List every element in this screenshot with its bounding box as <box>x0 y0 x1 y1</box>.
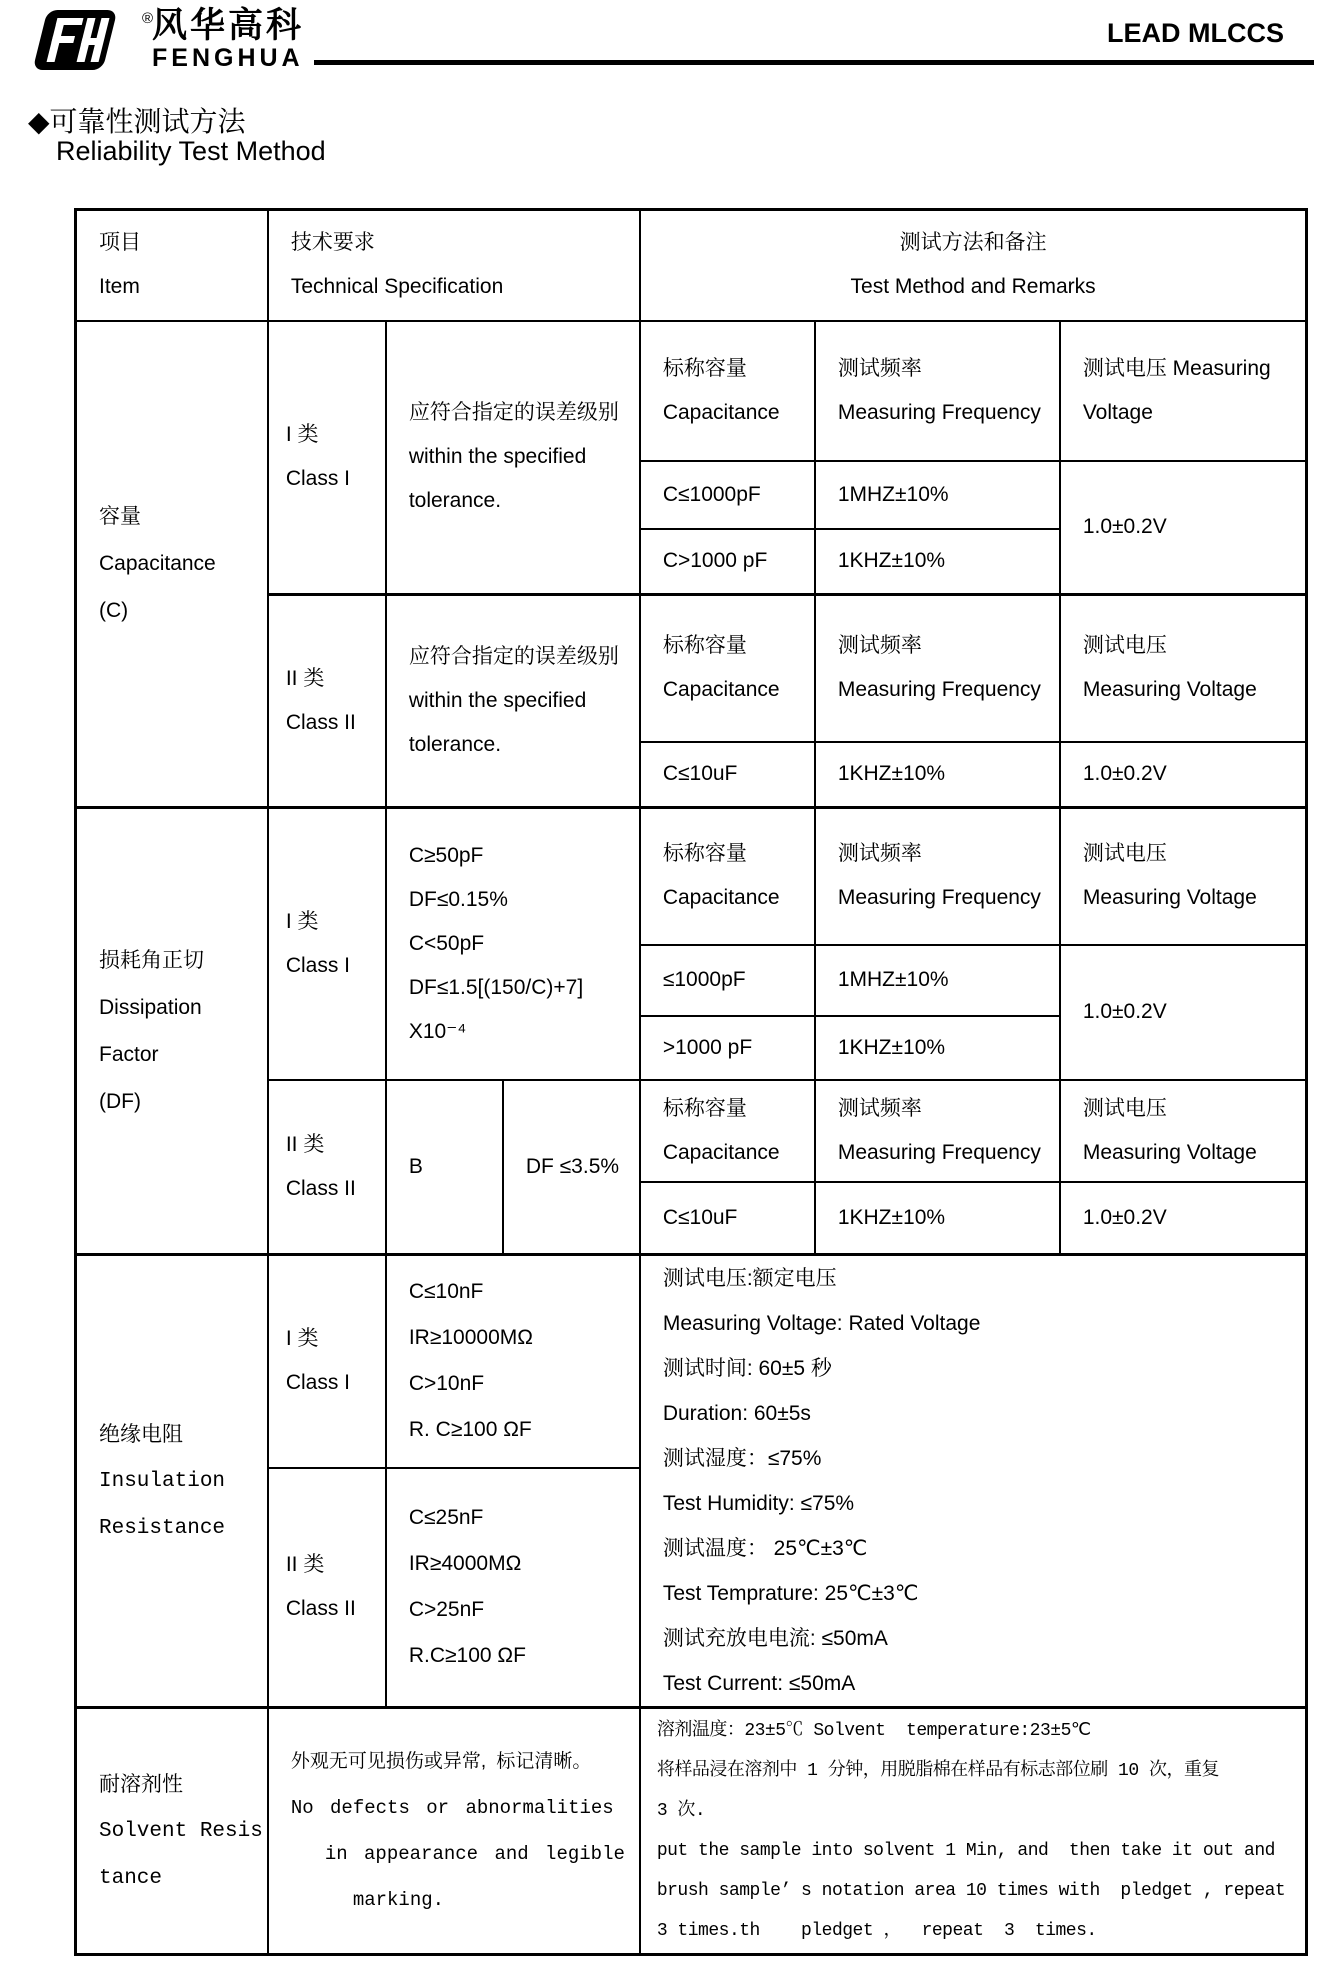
freq-value-cell: 1KHZ±10% <box>815 1182 1060 1255</box>
header-method-cell <box>640 210 1307 321</box>
cap-item-symbol: (C) <box>99 599 129 623</box>
remark-line: 3 次. <box>656 1801 706 1821</box>
subheader-cn: 测试电压 Measuring <box>1082 356 1271 380</box>
spec-line: marking. <box>352 1889 445 1911</box>
section-title-cn: ◆可靠性测试方法 <box>28 106 246 137</box>
df-class1-freqh-cell <box>815 808 1060 945</box>
df-class2-b-cell: B <box>386 1080 503 1255</box>
solvent-item-en: tance <box>99 1866 163 1890</box>
freq-value-cell: 1MHZ±10% <box>815 945 1060 1016</box>
volt-value-cell: 1.0±0.2V <box>1060 945 1307 1080</box>
df-class1-spec-cell <box>386 808 640 1080</box>
cap-class2-en: Class II <box>285 711 356 734</box>
volt-value-cell: 1.0±0.2V <box>1060 1182 1307 1255</box>
df-class2-freqh-cell <box>815 1080 1060 1182</box>
remark-line: 将样品浸在溶剂中 1 分钟，用脱脂棉在样品有标志部位刷 10 次，重复 <box>656 1761 1219 1781</box>
spec-line: IR≥4000MΩ <box>408 1552 522 1576</box>
subheader-en: Voltage <box>1082 400 1153 424</box>
subheader-cn: 标称容量 <box>662 1096 747 1120</box>
freq-value-cell: 1MHZ±10% <box>815 461 1060 529</box>
ir-item-en: Insulation <box>99 1469 226 1493</box>
subheader-en: Measuring Frequency <box>837 400 1041 424</box>
header-method-en: Test Method and Remarks <box>850 275 1096 299</box>
remark-line: 测试充放电电流: ≤50mA <box>662 1627 888 1650</box>
spec-line: No defects or abnormalities <box>290 1797 614 1819</box>
subheader-cn: 测试频率 <box>837 634 922 658</box>
remark-line: Test Humidity: ≤75% <box>662 1492 855 1515</box>
cap-class1-cn: I 类 <box>285 423 319 447</box>
cap-class2-cn: II 类 <box>285 667 325 690</box>
ir-class1-en: Class I <box>285 1371 351 1395</box>
df-class2-cn: II 类 <box>285 1132 325 1156</box>
df-item-en: Factor <box>99 1043 159 1066</box>
solvent-spec-cell <box>268 1708 640 1955</box>
remark-line: 测试时间: 60±5 秒 <box>662 1357 832 1380</box>
subheader-cn: 测试电压 <box>1082 634 1167 658</box>
df-class1-en: Class I <box>285 953 351 977</box>
df-item-symbol: (DF) <box>99 1090 141 1113</box>
ir-class2-cn: II 类 <box>285 1553 325 1577</box>
cap-item-cell <box>76 321 268 808</box>
brand-text <box>152 8 304 72</box>
remark-line: Test Current: ≤50mA <box>662 1672 856 1695</box>
remark-line: 测试电压:额定电压 <box>662 1267 837 1290</box>
cap-class2-label-cell <box>268 595 386 808</box>
cap-value-cell: C≤10uF <box>640 1182 815 1255</box>
spec-line: DF≤1.5[(150/C)+7] <box>408 975 584 999</box>
subheader-cn: 标称容量 <box>662 634 747 658</box>
spec-line: C>10nF <box>408 1372 485 1396</box>
document-series-title: LEAD MLCCS <box>1107 18 1284 48</box>
ir-class1-spec-cell <box>386 1255 640 1468</box>
ir-remarks-cell <box>640 1255 1307 1708</box>
header-spec-cell <box>268 210 640 321</box>
brand-name-cn: 风华高科 <box>152 6 305 45</box>
spec-line: tolerance. <box>408 489 502 513</box>
ir-class1-cn: I 类 <box>285 1327 319 1351</box>
spec-line: C<50pF <box>408 931 485 955</box>
reliability-test-table <box>74 208 1308 1956</box>
registered-mark: ® <box>142 10 154 27</box>
df-class1-cn: I 类 <box>285 909 319 933</box>
df-item-cell <box>76 808 268 1255</box>
remark-line: 测试湿度：≤75% <box>662 1447 822 1470</box>
spec-line: in appearance and legible <box>324 1843 625 1865</box>
spec-line: IR≥10000MΩ <box>408 1326 533 1350</box>
subheader-en: Measuring Voltage <box>1082 1140 1257 1164</box>
spec-line: within the specified <box>408 689 587 712</box>
subheader-cn: 测试电压 <box>1082 1096 1167 1120</box>
header-spec-en: Technical Specification <box>290 275 504 299</box>
df-class1-label-cell <box>268 808 386 1080</box>
df-class1-volth-cell <box>1060 808 1307 945</box>
df-class1-caph-cell <box>640 808 815 945</box>
cap-class1-en: Class I <box>285 467 351 491</box>
cap-class1-freqh-cell <box>815 321 1060 461</box>
df-class2-volth-cell <box>1060 1080 1307 1182</box>
spec-line: C≤25nF <box>408 1506 484 1530</box>
subheader-cn: 测试电压 <box>1082 842 1167 866</box>
freq-value-cell: 1KHZ±10% <box>815 742 1060 808</box>
cap-class1-spec-cell <box>386 321 640 595</box>
cap-value-cell: C≤10uF <box>640 742 815 808</box>
df-item-cn: 损耗角正切 <box>99 949 204 972</box>
subheader-en: Capacitance <box>662 1140 780 1164</box>
spec-line: X10⁻⁴ <box>408 1019 467 1043</box>
df-item-en: Dissipation <box>99 996 202 1019</box>
header-item-en: Item <box>99 275 140 299</box>
cap-class1-label-cell <box>268 321 386 595</box>
section-title-en: Reliability Test Method <box>56 136 326 166</box>
subheader-en: Measuring Voltage <box>1082 886 1257 910</box>
ir-item-cell <box>76 1255 268 1708</box>
fenghua-logo-icon <box>30 8 154 72</box>
header-item-cn: 项目 <box>99 231 141 255</box>
remark-line: Test Temprature: 25℃±3℃ <box>662 1582 919 1605</box>
volt-value-cell: 1.0±0.2V <box>1060 461 1307 595</box>
spec-line: C≤10nF <box>408 1280 484 1304</box>
ir-item-cn: 绝缘电阻 <box>99 1422 183 1446</box>
spec-line: C>25nF <box>408 1598 485 1622</box>
subheader-en: Measuring Voltage <box>1082 678 1257 702</box>
remark-line: brush sample’ s notation area 10 times with pledget , repeat <box>656 1881 1286 1901</box>
ir-item-en: Resistance <box>99 1516 226 1540</box>
remark-line: 溶剂温度：23±5℃ Solvent temperature:23±5℃ <box>656 1721 1091 1741</box>
spec-line: tolerance. <box>408 733 502 756</box>
solvent-item-cell <box>76 1708 268 1955</box>
remark-line: Measuring Voltage: Rated Voltage <box>662 1312 981 1335</box>
subheader-en: Measuring Frequency <box>837 678 1041 702</box>
spec-line: R. C≥100 ΩF <box>408 1418 532 1442</box>
spec-line: DF≤0.15% <box>408 887 508 911</box>
header-item-cell <box>76 210 268 321</box>
spec-line: 应符合指定的误差级别 <box>408 401 619 425</box>
table-header-row <box>76 210 1307 321</box>
cap-class2-freqh-cell <box>815 595 1060 742</box>
subheader-cn: 测试频率 <box>837 1096 922 1120</box>
subheader-en: Capacitance <box>662 400 780 424</box>
header-rule <box>314 60 1314 65</box>
cap-class1-subheader-row <box>76 321 1307 461</box>
cap-class2-spec-cell <box>386 595 640 808</box>
ir-class1-row <box>76 1255 1307 1468</box>
header-method-cn: 测试方法和备注 <box>899 231 1047 255</box>
header-spec-cn: 技术要求 <box>290 231 375 255</box>
df-class2-label-cell <box>268 1080 386 1255</box>
freq-value-cell: 1KHZ±10% <box>815 1016 1060 1080</box>
cap-item-cn: 容量 <box>99 505 141 529</box>
spec-line: 应符合指定的误差级别 <box>408 645 619 668</box>
cap-class1-caph-cell <box>640 321 815 461</box>
remark-line: 测试温度： 25℃±3℃ <box>662 1537 868 1560</box>
subheader-en: Capacitance <box>662 886 780 910</box>
volt-value-cell: 1.0±0.2V <box>1060 742 1307 808</box>
logo-glyph <box>30 8 118 72</box>
df-class1-subheader-row <box>76 808 1307 945</box>
cap-value-cell: C>1000 pF <box>640 529 815 595</box>
subheader-cn: 标称容量 <box>662 842 747 866</box>
solvent-item-cn: 耐溶剂性 <box>99 1772 183 1796</box>
brand-logo <box>30 8 304 72</box>
brand-name-en: FENGHUA <box>152 44 304 72</box>
spec-line: C≥50pF <box>408 843 484 867</box>
subheader-cn: 测试频率 <box>837 356 922 380</box>
solvent-item-en: Solvent Resis <box>99 1819 263 1843</box>
df-class2-caph-cell <box>640 1080 815 1182</box>
solvent-row <box>76 1708 1307 1955</box>
solvent-remarks-cell <box>640 1708 1307 1955</box>
remark-line: 3 times.th pledget ， repeat 3 times. <box>656 1921 1097 1941</box>
ir-class2-label-cell <box>268 1468 386 1708</box>
cap-item-en: Capacitance <box>99 552 216 576</box>
cap-value-cell: >1000 pF <box>640 1016 815 1080</box>
spec-line: R.C≥100 ΩF <box>408 1644 526 1668</box>
cap-class1-volth-cell <box>1060 321 1307 461</box>
cap-value-cell: C≤1000pF <box>640 461 815 529</box>
cap-value-cell: ≤1000pF <box>640 945 815 1016</box>
subheader-cn: 标称容量 <box>662 356 747 380</box>
remark-line: put the sample into solvent 1 Min, and then take it out and <box>656 1841 1275 1861</box>
df-class2-en: Class II <box>285 1176 356 1200</box>
spec-line: 外观无可见损伤或异常, 标记清晰。 <box>290 1751 592 1772</box>
ir-class2-spec-cell <box>386 1468 640 1708</box>
spec-line: within the specified <box>408 445 587 469</box>
freq-value-cell: 1KHZ±10% <box>815 529 1060 595</box>
subheader-en: Capacitance <box>662 678 780 702</box>
ir-class2-en: Class II <box>285 1597 356 1621</box>
subheader-en: Measuring Frequency <box>837 1140 1041 1164</box>
subheader-cn: 测试频率 <box>837 842 922 866</box>
cap-class2-volth-cell <box>1060 595 1307 742</box>
ir-class1-label-cell <box>268 1255 386 1468</box>
remark-line: Duration: 60±5s <box>662 1402 811 1425</box>
df-class2-limit-cell: DF ≤3.5% <box>503 1080 640 1255</box>
cap-class2-caph-cell <box>640 595 815 742</box>
subheader-en: Measuring Frequency <box>837 886 1041 910</box>
